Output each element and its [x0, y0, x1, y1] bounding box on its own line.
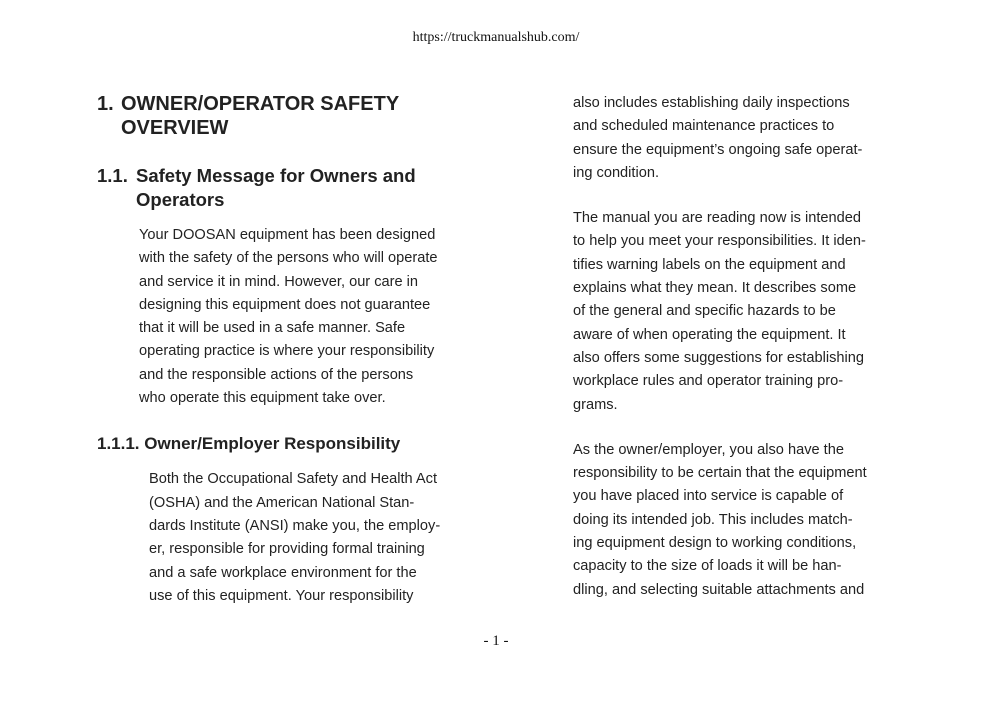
right-column: [573, 92, 913, 602]
text-line: doing its intended job. This includes match-: [573, 511, 853, 528]
text-line: ensure the equipment’s ongoing safe operat-: [573, 141, 863, 158]
section-title-line1: OWNER/OPERATOR SAFETY: [121, 93, 400, 115]
text-line: dards Institute (ANSI) make you, the employ-: [149, 517, 441, 534]
text-line: Your DOOSAN equipment has been designed: [139, 227, 436, 243]
section-1-heading: [97, 92, 487, 140]
text-line: workplace rules and operator training pro-: [573, 373, 844, 390]
text-line: ing equipment design to working conditions,: [573, 535, 857, 552]
text-line: explains what they mean. It describes some: [573, 280, 857, 297]
text-line: and service it in mind. However, our care in: [139, 273, 419, 290]
subsection-number: 1.1.: [97, 165, 128, 186]
text-line: (OSHA) and the American National Stan-: [149, 494, 415, 511]
text-line: designing this equipment does not guarantee: [139, 296, 431, 313]
text-line: who operate this equipment take over.: [139, 390, 386, 407]
text-line: and scheduled maintenance practices to: [573, 118, 835, 135]
text-line: dling, and selecting suitable attachments and: [573, 581, 865, 598]
text-line: The manual you are reading now is intended: [573, 210, 862, 227]
text-line: er, responsible for providing formal training: [149, 541, 425, 558]
section-title-line2: OVERVIEW: [121, 117, 229, 139]
text-line: tifies warning labels on the equipment and: [573, 256, 846, 273]
text-line: to help you meet your responsibilities. It iden-: [573, 233, 866, 250]
text-line: As the owner/employer, you also have the: [573, 441, 844, 458]
text-line: of the general and specific hazards to be: [573, 303, 836, 320]
text-line: also offers some suggestions for establishing: [573, 349, 864, 366]
text-line: and the responsible actions of the persons: [139, 366, 414, 383]
text-line: that it will be used in a safe manner. Safe: [139, 320, 406, 337]
subsection-title-line2: Operators: [136, 189, 225, 210]
page-number: - 1 -: [483, 633, 509, 649]
text-line: also includes establishing daily inspections: [573, 95, 850, 111]
text-line: you have placed into service is capable of: [573, 488, 844, 505]
section-1-1-1-heading: [97, 432, 487, 456]
continuation-paragraph: [573, 92, 913, 185]
text-line: use of this equipment. Your responsibility: [149, 587, 414, 604]
text-line: grams.: [573, 396, 618, 413]
text-line: with the safety of the persons who will operate: [139, 250, 438, 267]
owner-responsibility-paragraph: [149, 468, 487, 608]
section-1-1-heading: [97, 164, 487, 212]
safety-message-paragraph: [139, 224, 487, 410]
text-line: capacity to the size of loads it will be han-: [573, 558, 842, 575]
left-column: [97, 92, 487, 608]
section-number: 1.: [97, 93, 114, 115]
text-line: Both the Occupational Safety and Health Act: [149, 471, 438, 488]
text-line: and a safe workplace environment for the: [149, 564, 417, 581]
header-url: https://truckmanualshub.com/: [412, 30, 580, 45]
subsection-title-line1: Safety Message for Owners and: [136, 165, 416, 186]
sub-subsection-title: 1.1.1. Owner/Employer Responsibility: [97, 434, 401, 454]
text-line: operating practice is where your responsibility: [139, 343, 435, 360]
owner-employer-paragraph: [573, 439, 913, 602]
text-line: aware of when operating the equipment. It: [573, 326, 846, 343]
manual-purpose-paragraph: [573, 207, 913, 417]
text-line: responsibility to be certain that the equipment: [573, 465, 867, 482]
text-line: ing condition.: [573, 164, 660, 181]
